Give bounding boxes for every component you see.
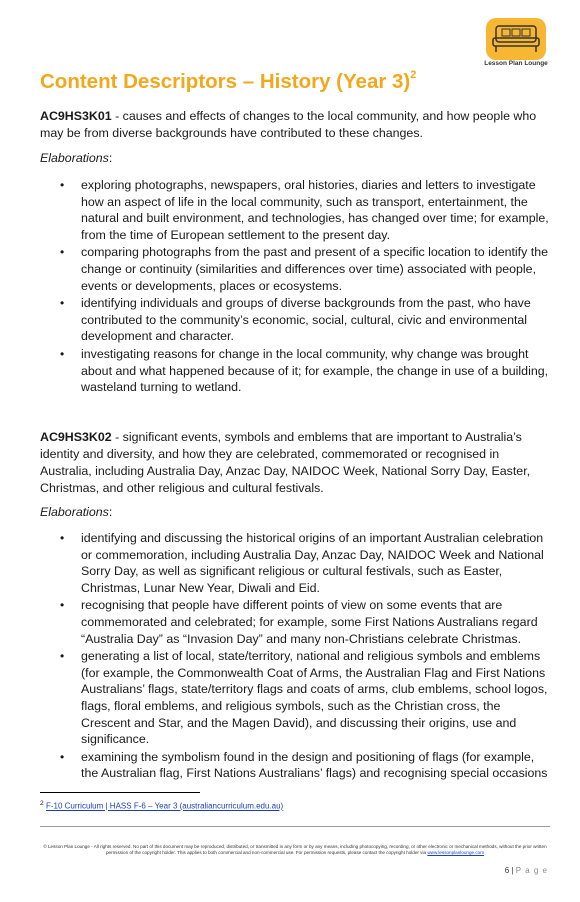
list-item [40, 346, 550, 396]
list-item-text: comparing photographs from the past and present of a specific location to identify the change or continuity (similarities and differences over time) associated with people, events or developments, places or ecosystems. [81, 245, 548, 293]
bullet-icon: • [60, 178, 65, 192]
elaborations-heading-2 [40, 504, 550, 521]
title-footnote-ref: 2 [410, 69, 417, 82]
list-item-text: examining the symbolism found in the design and positioning of flags (for example, the Australian flag, First Nations Australians’ flags) and recognising special occasions [81, 749, 548, 781]
bullet-icon: • [60, 245, 65, 260]
list-item [40, 295, 550, 345]
footnote-divider [40, 792, 200, 793]
list-item-text: exploring photographs, newspapers, oral histories, diaries and letters to investigate how an aspect of life in the local community, such as transport, entertainment, the natural and built environment, and technologies, has changed over time; for example, from the time of European settlement to the present day. [81, 178, 549, 242]
list-item-text: generating a list of local, state/territory, national and religious symbols and emblems (for example, the Commonwealth Coat of Arms, the Australian Flag and First Nations Australians’ flags, state/territory flags and coats of arms, club emblems, school logos, flags, floral emblems, and religious symbols, such as the Christian cross, the Crescent and Star, and the Magen David), and discussing their origins, use and significance. [81, 649, 548, 747]
list-item [40, 749, 550, 782]
footer-divider [40, 826, 550, 827]
elaborations-heading-1 [40, 150, 550, 167]
bullet-icon: • [60, 649, 65, 664]
page-separator: | [509, 866, 516, 875]
copyright-text: © Lesson Plan Lounge - All rights reserved. No part of this document may be reproduced, distributed, or transmitted in any form or by any means, including photocopying, recording, or other electronic or mechanical methods, without the prior written permission of the copyright holder. This applies to both commercial and non-commercial use. For permission requests, please contact the copyright holder via [43, 844, 547, 855]
list-item [40, 530, 550, 596]
page-number-value: 6 [504, 866, 510, 875]
footnote-number: 2 [40, 800, 44, 807]
list-item [40, 244, 550, 294]
bullet-icon: • [60, 749, 65, 764]
bullet-icon: • [60, 296, 65, 311]
descriptor-code: AC9HS3K01 [40, 109, 112, 123]
logo-text: Lesson Plan Lounge [484, 60, 548, 67]
elaborations-colon: : [108, 505, 113, 519]
descriptor-text: - significant events, symbols and emblems that are important to Australia’s identity and diversity, and how they are celebrated, commemorated or recognised in Australia, including Australia Day, Anzac Day, NAIDOC Week, National Sorry Day, Easter, Christmas, and other religious and cultural festivals. [40, 430, 531, 495]
elaborations-list-1 [40, 177, 550, 397]
elaborations-colon: : [108, 151, 113, 165]
page-title [40, 70, 416, 94]
footer-link[interactable]: www.lessonplanlounge.com [427, 850, 485, 855]
list-item [40, 597, 550, 647]
list-item-text: recognising that people have different points of view on some events that are commemorated and celebrated; for example, some First Nations Australians regard “Australia Day” as “Invasion Day” and many non-Christians celebrate Christmas. [81, 598, 538, 646]
descriptor-text: - causes and effects of changes to the local community, and how people who may be from diverse backgrounds have contributed to these changes. [40, 109, 537, 140]
descriptor-2 [40, 429, 550, 497]
page-number [505, 866, 548, 875]
list-item-text: identifying individuals and groups of diverse backgrounds from the past, who have contributed to the community’s economic, social, cultural, civic and environmental development and character. [81, 296, 531, 344]
list-item-text: identifying and discussing the historical origins of an important Australian celebration or commemoration, including Australia Day, Anzac Day, NAIDOC Week and National Sorry Day, as well as significant religious or cultural festivals, such as Easter, Christmas, Lunar New Year, Diwali and Eid. [81, 531, 544, 595]
bullet-icon: • [60, 531, 65, 545]
list-item [40, 648, 550, 748]
elaborations-list-2 [40, 530, 550, 783]
list-item [40, 177, 550, 243]
bullet-icon: • [60, 598, 65, 613]
page-label: P a g e [515, 866, 548, 875]
bullet-icon: • [60, 346, 65, 361]
elaborations-label: Elaborations [40, 505, 109, 519]
descriptor-1 [40, 108, 550, 142]
list-item-text: investigating reasons for change in the local community, why change was brought about and what happened because of it; for example, the change in use of a building, wasteland turning to wetland. [81, 346, 549, 395]
elaborations-label: Elaborations [40, 151, 109, 165]
title-text: Content Descriptors – History (Year 3) [40, 70, 411, 93]
descriptor-code: AC9HS3K02 [40, 430, 112, 444]
footnote-link[interactable]: F-10 Curriculum | HASS F-6 – Year 3 (australiancurriculum.edu.au) [45, 801, 284, 811]
footnote [40, 800, 283, 811]
footer-copyright [40, 844, 550, 856]
